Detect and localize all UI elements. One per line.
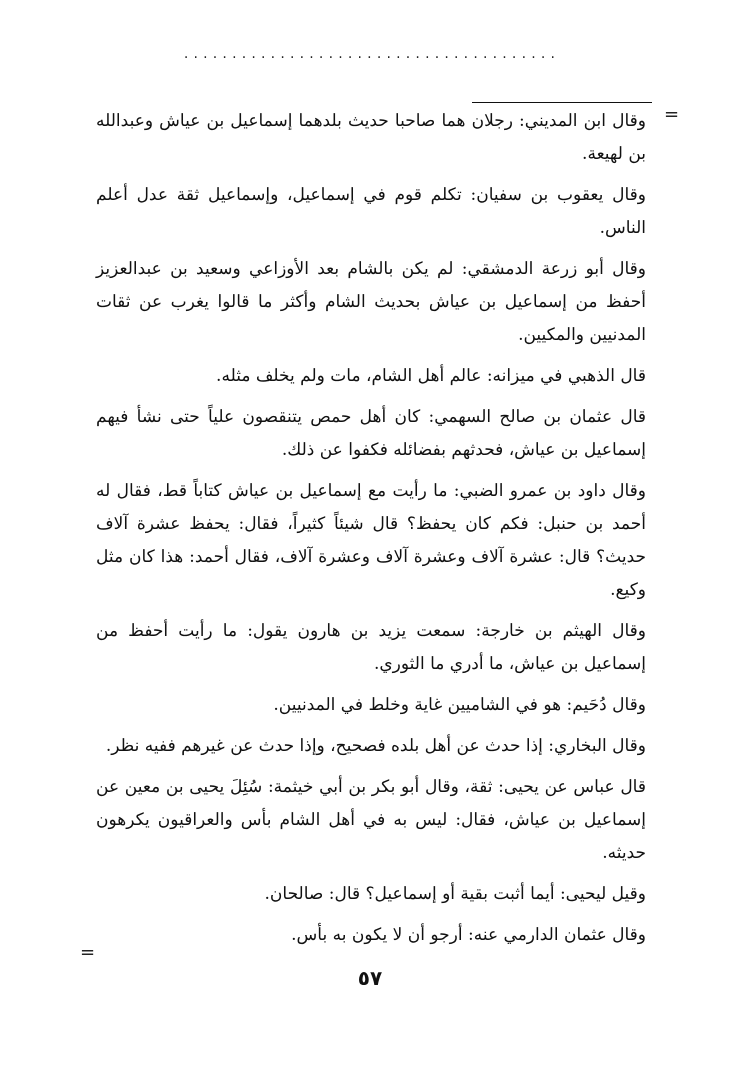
paragraph-duhaym: وقال دُحَيم: هو في الشاميين غاية وخلط في المدنيين.: [273, 695, 646, 715]
continuation-mark-bottom: =: [80, 942, 96, 963]
paragraph-uthman-al-sahmi: قال عثمان بن صالح السهمي: كان أهل حمص يتنقصون علياً حتى نشأ فيهم إسماعيل بن عياش، فحدثهم بفضائله فكفوا عن ذلك.: [96, 407, 646, 460]
paragraph-question-yahya: وقيل ليحيى: أيما أثبت بقية أو إسماعيل؟ قال: صالحان.: [264, 884, 646, 904]
paragraph-abbas-yahya: قال عباس عن يحيى: ثقة، وقال أبو بكر بن أبي خيثمة: سُئِلَ يحيى بن معين عن إسماعيل بن عياش، فقال: ليس به في أهل الشام بأس والعراقيون يكرهون حديثه.: [96, 777, 646, 863]
header-dotted-line: ·······································: [183, 50, 561, 66]
paragraph-al-haytham: وقال الهيثم بن خارجة: سمعت يزيد بن هارون يقول: ما رأيت أحفظ من إسماعيل بن عياش، ما أدري ما الثوري.: [96, 621, 646, 674]
paragraph-uthman-al-darimi: وقال عثمان الدارمي عنه: أرجو أن لا يكون به بأس.: [291, 925, 646, 945]
paragraph-al-dhahabi: قال الذهبي في ميزانه: عالم أهل الشام، مات ولم يخلف مثله.: [216, 366, 646, 386]
footnote-separator-rule: [472, 102, 652, 103]
paragraph-dawud-al-dabbi: وقال داود بن عمرو الضبي: ما رأيت مع إسماعيل بن عياش كتاباً قط، فقال له أحمد بن حنبل: فكم كان يحفظ؟ قال شيئاً كثيراً، فقال: يحفظ عشرة آلاف حديث؟ قال: عشرة آلاف وعشرة آلاف وعشرة آلاف، فقال أحمد: هذا كان مثل وكيع.: [96, 481, 646, 600]
paragraph-yaqub-ibn-sufyan: وقال يعقوب بن سفيان: تكلم قوم في إسماعيل، وإسماعيل ثقة عدل أعلم الناس.: [96, 185, 646, 238]
page-number: ٥٧: [357, 966, 383, 990]
paragraph-abu-zura: وقال أبو زرعة الدمشقي: لم يكن بالشام بعد الأوزاعي وسعيد بن عبدالعزيز أحفظ من إسماعيل بن عياش بحديث الشام وأكثر ما قالوا يغرب عن ثقات المدنيين والمكيين.: [96, 259, 646, 345]
paragraph-al-bukhari: وقال البخاري: إذا حدث عن أهل بلده فصحيح، وإذا حدث عن غيرهم ففيه نظر.: [105, 736, 646, 756]
continuation-mark-top: =: [664, 104, 680, 125]
page-body: [96, 105, 646, 960]
paragraph-ibn-al-madini: وقال ابن المديني: رجلان هما صاحبا حديث بلدهما إسماعيل بن عياش وعبدالله بن لهيعة.: [96, 111, 646, 164]
